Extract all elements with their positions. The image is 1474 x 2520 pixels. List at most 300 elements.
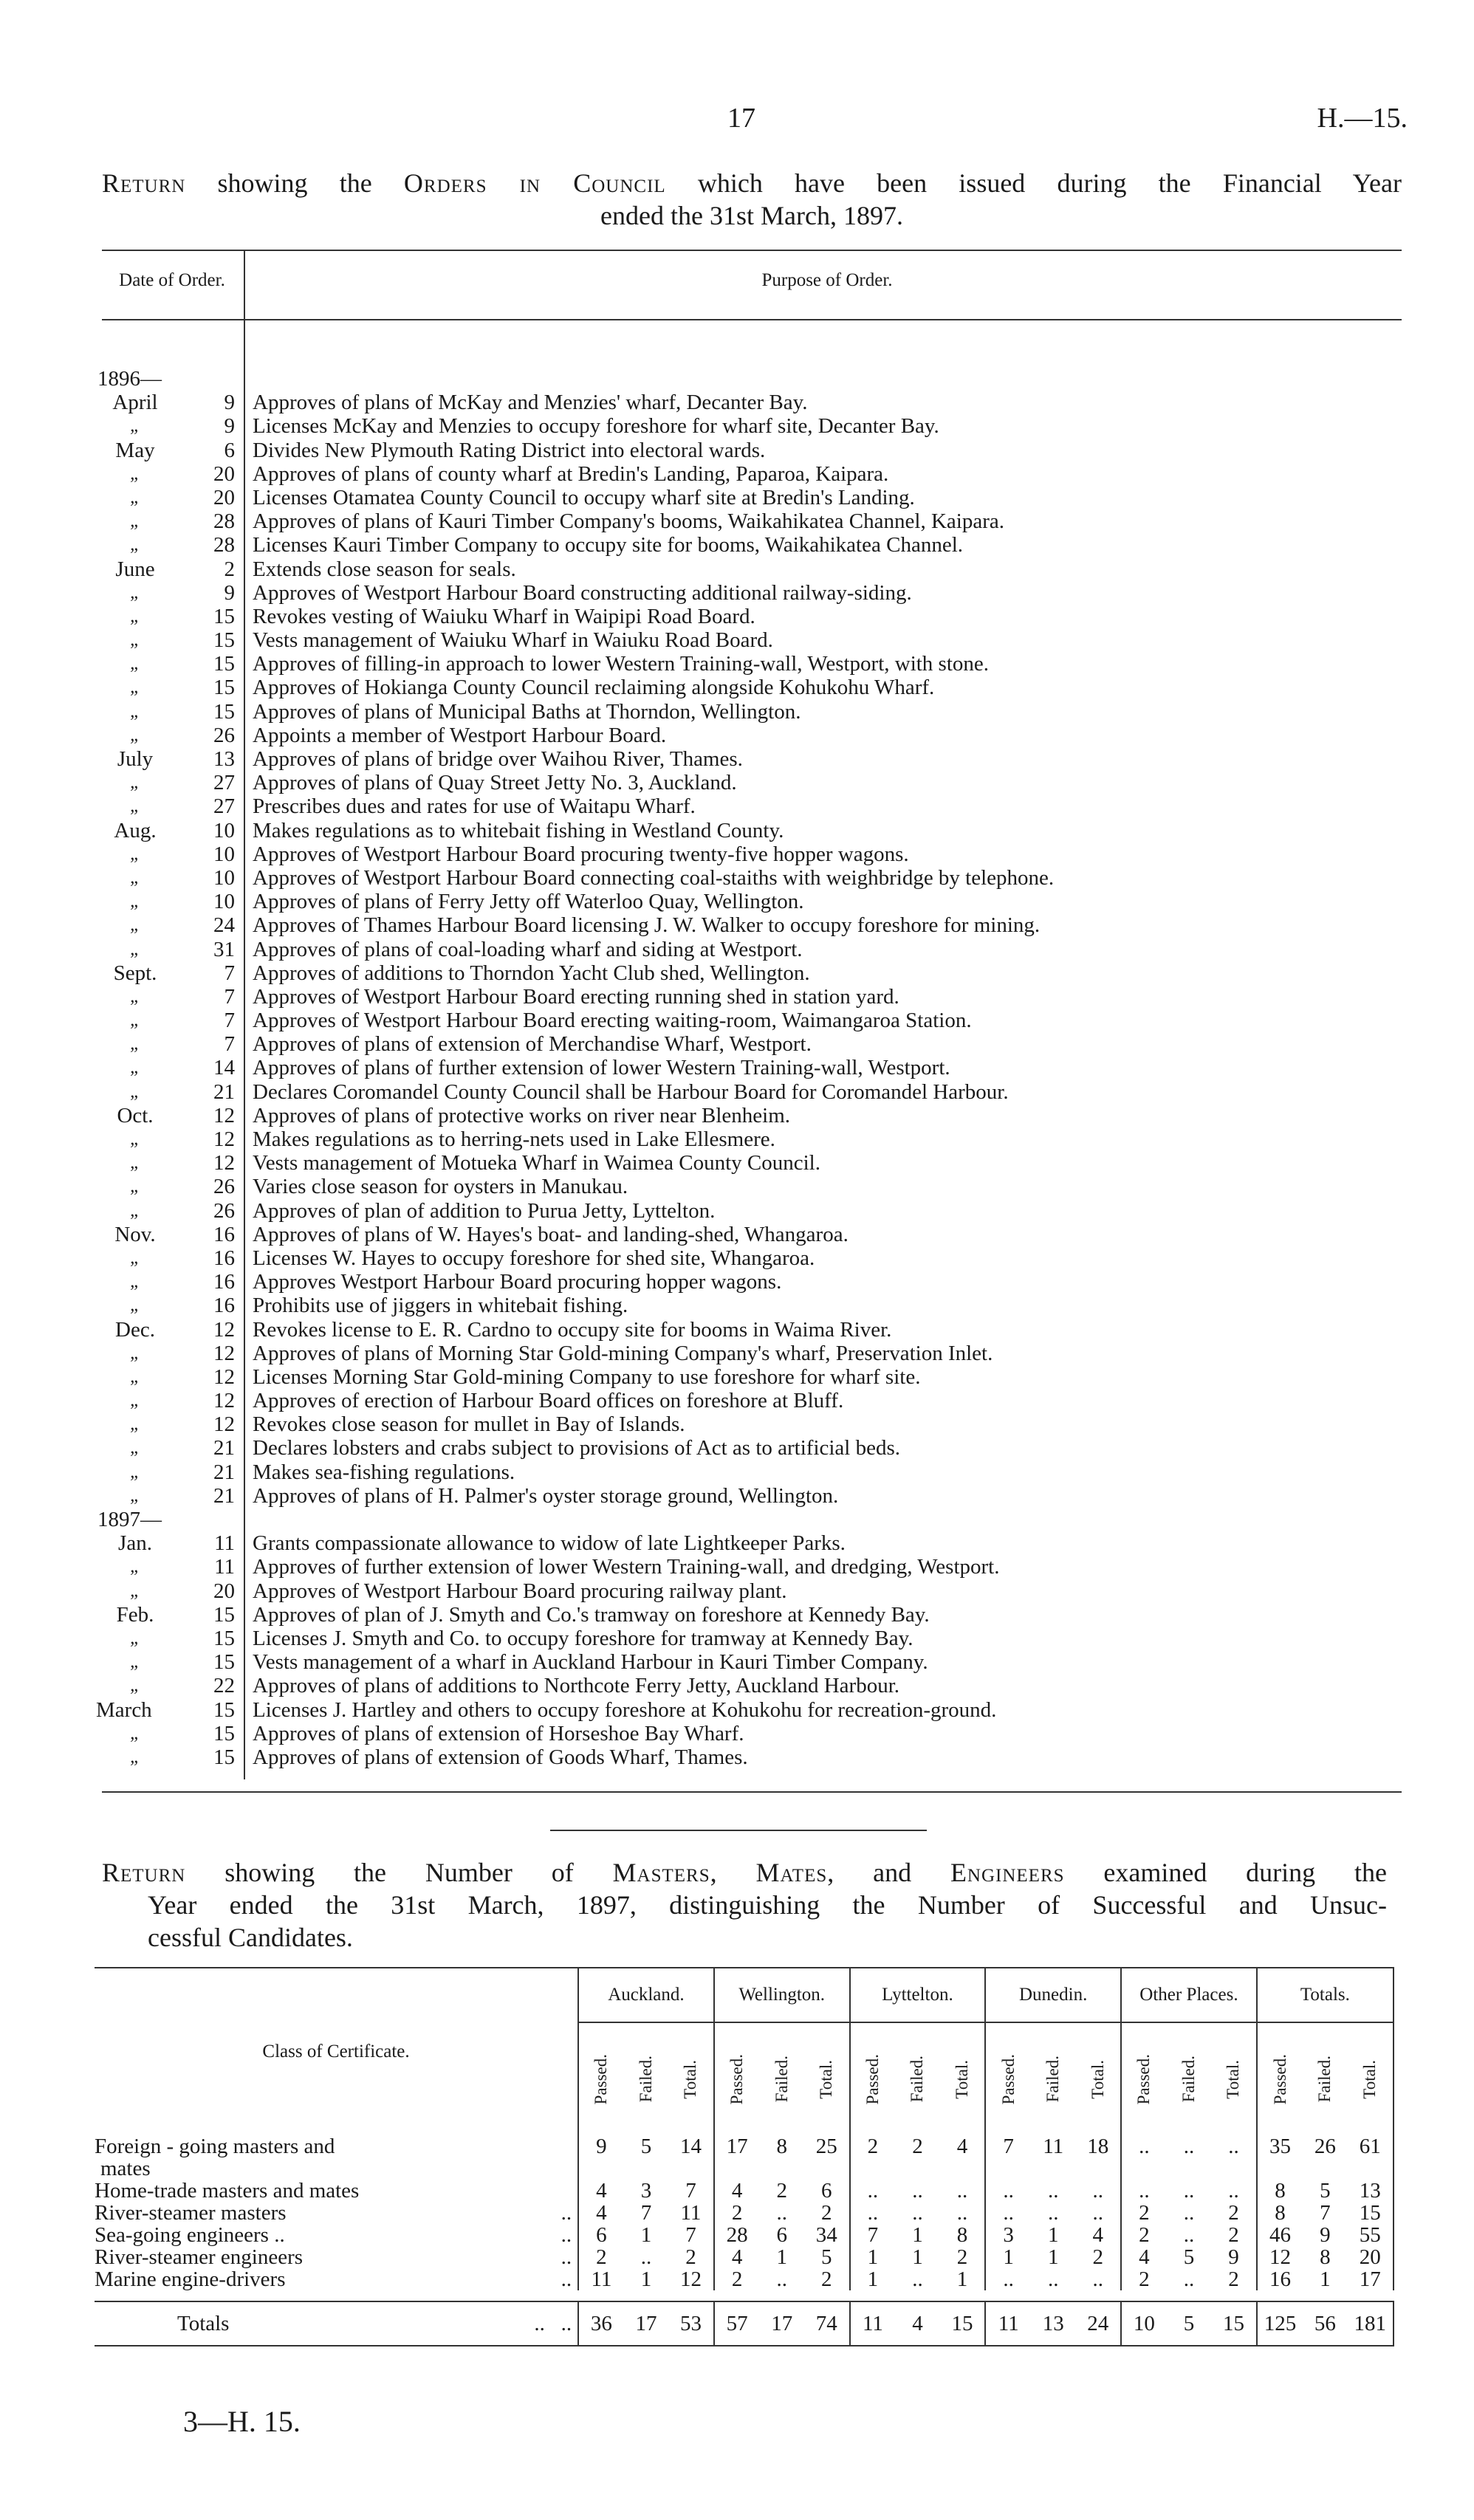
order-month: „ bbox=[130, 1176, 140, 1197]
order-purpose: Approves of plans of extension of Horseshoe Bay Wharf. bbox=[253, 1721, 744, 1745]
table-cell: .. bbox=[1183, 2135, 1195, 2158]
order-day: 28 bbox=[213, 533, 235, 557]
sub-header-label: Failed. bbox=[1179, 2056, 1198, 2103]
order-purpose: Revokes vesting of Waiuku Wharf in Waipipi Road Board. bbox=[253, 604, 755, 628]
order-day: 12 bbox=[213, 1341, 235, 1365]
table-row bbox=[95, 2180, 1394, 2202]
table-cell: .. bbox=[912, 2179, 923, 2203]
sub-header-label: Passed. bbox=[592, 2053, 611, 2105]
table-cell: 7 bbox=[1320, 2201, 1331, 2225]
order-month: „ bbox=[130, 1057, 140, 1078]
table-cell: 13 bbox=[1348, 2180, 1394, 2202]
order-month: Feb. bbox=[116, 1602, 154, 1627]
table-cell: 18 bbox=[1075, 2135, 1121, 2180]
order-month: „ bbox=[130, 986, 140, 1006]
table-cell: .. bbox=[1075, 2202, 1121, 2224]
table-cell: 1 bbox=[867, 2267, 879, 2291]
order-month: Jan. bbox=[118, 1531, 152, 1556]
table-cell: .. bbox=[1047, 2267, 1059, 2291]
sub-header-label: Failed. bbox=[1315, 2056, 1334, 2103]
leader-dots: .. bbox=[561, 2223, 572, 2247]
table-cell: 7 bbox=[640, 2201, 652, 2225]
leader-dots: .. bbox=[561, 2245, 572, 2269]
table-cell: .. bbox=[1003, 2201, 1014, 2225]
table-cell: 9 bbox=[1320, 2223, 1331, 2247]
table-cell: 8 bbox=[940, 2224, 986, 2246]
table-cell: 1 bbox=[1047, 2245, 1059, 2269]
order-month: „ bbox=[130, 915, 140, 935]
certificate-class-label-cont: mates bbox=[100, 2157, 151, 2180]
sub-header bbox=[850, 2022, 896, 2135]
order-row bbox=[0, 1175, 1474, 1198]
order-purpose: Prohibits use of jiggers in whitebait fishing. bbox=[253, 1294, 628, 1318]
order-row bbox=[0, 1698, 1474, 1722]
order-row bbox=[0, 1151, 1474, 1175]
table-cell: .. bbox=[1075, 2268, 1121, 2290]
order-day: 11 bbox=[214, 1555, 235, 1579]
place-header: Lyttelton. bbox=[850, 1968, 986, 2022]
order-purpose: Prescribes dues and rates for use of Waitapu Wharf. bbox=[253, 794, 696, 819]
order-day: 16 bbox=[213, 1270, 235, 1294]
total-cell: 13 bbox=[1031, 2301, 1075, 2346]
order-purpose: Approves of plans of bridge over Waihou River, Thames. bbox=[253, 747, 743, 771]
order-day: 21 bbox=[213, 1460, 235, 1484]
sub-header-label: Failed. bbox=[908, 2056, 927, 2103]
title-text: examined during the bbox=[1064, 1858, 1388, 1887]
order-month: „ bbox=[130, 796, 140, 817]
totals-label-cell bbox=[95, 2301, 578, 2346]
table-cell: 25 bbox=[804, 2135, 850, 2180]
order-purpose: Vests management of Motueka Wharf in Waimea County Council. bbox=[253, 1151, 820, 1175]
title-text: , and bbox=[827, 1858, 950, 1887]
total-cell: 181 bbox=[1348, 2301, 1394, 2346]
table-cell: 20 bbox=[1348, 2246, 1394, 2268]
order-day: 12 bbox=[213, 1364, 235, 1389]
sub-header-label: Passed. bbox=[863, 2053, 882, 2105]
table-row bbox=[95, 2224, 1394, 2246]
table-cell: 2 bbox=[867, 2135, 879, 2158]
table-cell: 6 bbox=[776, 2223, 787, 2247]
table-cell: 46 bbox=[1269, 2223, 1292, 2247]
order-month: „ bbox=[130, 1746, 140, 1767]
table-cell: 2 bbox=[1139, 2201, 1150, 2225]
order-day: 15 bbox=[213, 676, 235, 700]
order-month: „ bbox=[130, 416, 140, 436]
footer-code: 3—H. 15. bbox=[183, 2405, 301, 2438]
total-cell: 15 bbox=[940, 2301, 986, 2346]
order-month: „ bbox=[130, 1200, 140, 1220]
table-cell: .. bbox=[1003, 2267, 1014, 2291]
order-row bbox=[0, 557, 1474, 581]
order-row bbox=[0, 533, 1474, 557]
order-purpose: Approves of Westport Harbour Board procuring railway plant. bbox=[253, 1579, 787, 1603]
order-row bbox=[0, 1627, 1474, 1650]
table-cell: 55 bbox=[1348, 2224, 1394, 2246]
table-cell: 7 bbox=[1003, 2135, 1014, 2158]
order-purpose: Licenses J. Hartley and others to occupy foreshore at Kohukohu for recreation-ground. bbox=[253, 1697, 997, 1722]
rule bbox=[102, 319, 1402, 320]
orders-list bbox=[0, 367, 1474, 1769]
order-purpose: Declares lobsters and crabs subject to provisions of Act as to artificial beds. bbox=[253, 1436, 901, 1460]
order-day: 2 bbox=[224, 557, 235, 581]
order-purpose: Divides New Plymouth Rating District into electoral wards. bbox=[253, 438, 766, 462]
order-purpose: Licenses McKay and Menzies to occupy foreshore for wharf site, Decanter Bay. bbox=[253, 414, 939, 439]
order-day: 15 bbox=[213, 628, 235, 653]
table-cell: 11 bbox=[1043, 2135, 1064, 2158]
order-day: 24 bbox=[213, 913, 235, 938]
order-day: 12 bbox=[213, 1317, 235, 1342]
title-word: Return bbox=[102, 168, 186, 198]
place-header: Auckland. bbox=[578, 1968, 714, 2022]
order-month: „ bbox=[130, 1129, 140, 1149]
order-month: May bbox=[115, 438, 155, 462]
order-day: 20 bbox=[213, 485, 235, 509]
order-row bbox=[0, 676, 1474, 699]
order-day: 15 bbox=[213, 1721, 235, 1745]
order-month: „ bbox=[130, 1081, 140, 1102]
order-month: „ bbox=[130, 1366, 140, 1387]
table-cell: .. bbox=[1183, 2223, 1195, 2247]
order-purpose: Makes regulations as to herring-nets used in Lake Ellesmere. bbox=[253, 1127, 775, 1151]
order-purpose: Licenses Kauri Timber Company to occupy site for booms, Waikahikatea Channel. bbox=[253, 533, 963, 557]
order-day: 12 bbox=[213, 1103, 235, 1127]
table-cell: 6 bbox=[804, 2180, 850, 2202]
order-purpose: Appoints a member of Westport Harbour Board. bbox=[253, 723, 667, 747]
order-month: „ bbox=[130, 843, 140, 864]
table-cell: .. bbox=[940, 2202, 986, 2224]
leader-dots: .. .. bbox=[534, 2311, 572, 2335]
table-cell: 26 bbox=[1314, 2135, 1336, 2158]
order-day: 9 bbox=[224, 391, 235, 415]
table-cell: 14 bbox=[668, 2135, 714, 2180]
order-row bbox=[0, 1009, 1474, 1032]
order-row bbox=[0, 1080, 1474, 1104]
table-cell: 12 bbox=[1269, 2245, 1292, 2269]
table-cell: 5 bbox=[804, 2246, 850, 2268]
spacer-cell bbox=[95, 2290, 1394, 2301]
order-purpose: Approves of plans of Morning Star Gold-mining Company's wharf, Preservation Inlet. bbox=[253, 1341, 993, 1365]
order-month: Sept. bbox=[113, 961, 157, 985]
sub-header-label: Total. bbox=[1360, 2059, 1379, 2099]
return1-title-line1 bbox=[102, 167, 1402, 199]
order-day: 12 bbox=[213, 1151, 235, 1175]
total-cell: 56 bbox=[1303, 2301, 1347, 2346]
order-day: 21 bbox=[213, 1436, 235, 1460]
table-cell: .. bbox=[1211, 2135, 1257, 2180]
table-cell: 2 bbox=[1211, 2224, 1257, 2246]
order-month: „ bbox=[130, 867, 140, 888]
leader-dots: .. bbox=[561, 2267, 572, 2291]
order-month: „ bbox=[130, 1247, 140, 1268]
order-month: „ bbox=[130, 630, 140, 650]
order-purpose: Revokes close season for mullet in Bay of Islands. bbox=[253, 1412, 685, 1437]
order-month: „ bbox=[130, 1485, 140, 1506]
order-day: 12 bbox=[213, 1412, 235, 1437]
table-header-row bbox=[95, 1968, 1394, 2022]
order-day: 14 bbox=[213, 1056, 235, 1080]
order-row bbox=[0, 1436, 1474, 1460]
order-month: March bbox=[96, 1697, 152, 1722]
certificate-class-label: Home-trade masters and mates bbox=[95, 2179, 360, 2203]
table-cell: .. bbox=[776, 2267, 787, 2291]
class-of-certificate-header: Class of Certificate. bbox=[95, 1968, 578, 2135]
order-day: 21 bbox=[213, 1079, 235, 1104]
table-cell: 7 bbox=[668, 2224, 714, 2246]
table-cell: 2 bbox=[596, 2245, 607, 2269]
table-cell: 1 bbox=[940, 2268, 986, 2290]
table-cell: 2 bbox=[1211, 2202, 1257, 2224]
order-row bbox=[0, 1318, 1474, 1342]
table-cell: 6 bbox=[596, 2223, 607, 2247]
sub-header-label: Passed. bbox=[1270, 2053, 1289, 2105]
title-word: Engineers bbox=[950, 1858, 1065, 1887]
order-day: 13 bbox=[213, 747, 235, 771]
certificate-class-label: Marine engine-drivers bbox=[95, 2267, 286, 2291]
order-month: April bbox=[112, 391, 158, 415]
order-row bbox=[0, 771, 1474, 794]
place-header: Dunedin. bbox=[985, 1968, 1121, 2022]
sub-header-label: Total. bbox=[1224, 2059, 1243, 2099]
return2-title-line3: cessful Candidates. bbox=[148, 1923, 353, 1952]
order-month: „ bbox=[130, 1034, 140, 1054]
title-word: Orders in Council bbox=[403, 168, 666, 198]
order-purpose: Approves of filling-in approach to lower Western Training-wall, Westport, with stone. bbox=[253, 652, 990, 676]
title-word: Return bbox=[102, 1858, 186, 1887]
table-cell: 28 bbox=[726, 2223, 748, 2247]
order-row bbox=[0, 1674, 1474, 1697]
order-day: 7 bbox=[224, 1009, 235, 1033]
table-cell: 17 bbox=[726, 2135, 748, 2158]
order-purpose: Vests management of Waiuku Wharf in Waiuku Road Board. bbox=[253, 628, 773, 653]
order-month: July bbox=[117, 747, 154, 771]
order-purpose: Approves of plans of Kauri Timber Company's booms, Waikahikatea Channel, Kaipara. bbox=[253, 509, 1004, 534]
spacer-row bbox=[95, 2290, 1394, 2301]
order-purpose: Varies close season for oysters in Manukau. bbox=[253, 1175, 628, 1199]
order-row bbox=[0, 1531, 1474, 1555]
order-purpose: Approves of plans of protective works on river near Blenheim. bbox=[253, 1103, 791, 1127]
page-number: 17 bbox=[727, 103, 755, 134]
order-day: 26 bbox=[213, 723, 235, 747]
place-header: Wellington. bbox=[714, 1968, 850, 2022]
sub-header bbox=[714, 2022, 760, 2135]
order-day: 15 bbox=[213, 1602, 235, 1627]
rule bbox=[102, 250, 1402, 251]
order-purpose: Declares Coromandel County Council shall be Harbour Board for Coromandel Harbour. bbox=[253, 1079, 1009, 1104]
order-row bbox=[0, 1223, 1474, 1246]
order-row bbox=[0, 1579, 1474, 1603]
order-day: 9 bbox=[224, 414, 235, 439]
title-word: Mates bbox=[755, 1858, 828, 1887]
totals-label: Totals bbox=[177, 2311, 230, 2335]
table-cell: .. bbox=[912, 2201, 923, 2225]
order-month: „ bbox=[130, 1675, 140, 1696]
order-day: 7 bbox=[224, 961, 235, 985]
sub-header bbox=[1303, 2022, 1347, 2135]
order-purpose: Approves of plans of Quay Street Jetty No. 3, Auckland. bbox=[253, 771, 737, 795]
table-cell: 1 bbox=[776, 2245, 787, 2269]
order-row bbox=[0, 913, 1474, 937]
table-cell: 1 bbox=[867, 2245, 879, 2269]
table-cell: 2 bbox=[776, 2179, 787, 2203]
table-cell: 3 bbox=[640, 2179, 652, 2203]
order-row bbox=[0, 628, 1474, 652]
sub-header-label: Total. bbox=[952, 2059, 971, 2099]
table-cell: .. bbox=[867, 2179, 879, 2203]
order-row bbox=[0, 462, 1474, 486]
table-cell: .. bbox=[1211, 2180, 1257, 2202]
order-day: 7 bbox=[224, 1032, 235, 1057]
order-purpose: Makes sea-fishing regulations. bbox=[253, 1460, 515, 1484]
order-purpose: Approves of additions to Thorndon Yacht Club shed, Wellington. bbox=[253, 961, 810, 985]
order-row bbox=[0, 1342, 1474, 1365]
table-cell: 17 bbox=[1348, 2268, 1394, 2290]
order-month: „ bbox=[130, 1652, 140, 1672]
table-cell: .. bbox=[1047, 2179, 1059, 2203]
table-cell: 4 bbox=[731, 2179, 743, 2203]
table-cell: 4 bbox=[596, 2179, 607, 2203]
order-purpose: Approves of Thames Harbour Board licensing J. W. Walker to occupy foreshore for mining. bbox=[253, 913, 1041, 938]
order-day: 20 bbox=[213, 1579, 235, 1603]
order-row bbox=[0, 509, 1474, 533]
total-cell: 5 bbox=[1167, 2301, 1211, 2346]
sub-header bbox=[1167, 2022, 1211, 2135]
certificate-class bbox=[95, 2268, 578, 2290]
order-month: „ bbox=[130, 724, 140, 745]
order-row bbox=[0, 794, 1474, 818]
order-purpose: Approves of erection of Harbour Board offices on foreshore at Bluff. bbox=[253, 1389, 844, 1413]
order-day: 10 bbox=[213, 818, 235, 842]
order-month: „ bbox=[130, 1461, 140, 1482]
order-day: 10 bbox=[213, 865, 235, 890]
return2-title-line1 bbox=[102, 1856, 1387, 1889]
table-cell: .. bbox=[1047, 2201, 1059, 2225]
total-cell: 53 bbox=[668, 2301, 714, 2346]
order-day: 11 bbox=[214, 1531, 235, 1556]
sub-header bbox=[668, 2022, 714, 2135]
order-row bbox=[0, 1389, 1474, 1412]
order-purpose: Approves of Westport Harbour Board erecting waiting-room, Waimangaroa Station. bbox=[253, 1009, 972, 1033]
order-day: 31 bbox=[213, 937, 235, 961]
table-cell: 2 bbox=[912, 2135, 923, 2158]
order-row bbox=[0, 486, 1474, 509]
table-cell: 5 bbox=[640, 2135, 652, 2158]
order-month: „ bbox=[130, 1414, 140, 1435]
totals-row bbox=[95, 2301, 1394, 2346]
place-header: Totals. bbox=[1257, 1968, 1394, 2022]
order-row bbox=[0, 842, 1474, 866]
order-row bbox=[0, 1650, 1474, 1674]
total-cell: 57 bbox=[714, 2301, 760, 2346]
order-row bbox=[0, 1199, 1474, 1223]
order-purpose: Approves of Westport Harbour Board procuring twenty-five hopper wagons. bbox=[253, 842, 909, 866]
total-cell: 17 bbox=[760, 2301, 804, 2346]
order-day: 20 bbox=[213, 461, 235, 486]
order-purpose: Approves of plans of McKay and Menzies' wharf, Decanter Bay. bbox=[253, 391, 808, 415]
order-month: „ bbox=[130, 1556, 140, 1577]
order-purpose: Approves of Hokianga County Council reclaiming alongside Kohukohu Wharf. bbox=[253, 676, 935, 700]
table-cell: 7 bbox=[867, 2223, 879, 2247]
order-month: Dec. bbox=[115, 1317, 155, 1342]
title-text: showing the bbox=[185, 168, 404, 198]
table-cell: 2 bbox=[804, 2202, 850, 2224]
order-row bbox=[0, 1104, 1474, 1127]
certificate-class bbox=[95, 2246, 578, 2268]
order-purpose: Approves of plans of H. Palmer's oyster storage ground, Wellington. bbox=[253, 1483, 839, 1508]
order-purpose: Approves of plans of Municipal Baths at Thorndon, Wellington. bbox=[253, 699, 801, 724]
table-cell: 35 bbox=[1269, 2135, 1292, 2158]
order-row bbox=[0, 581, 1474, 605]
order-day: 26 bbox=[213, 1175, 235, 1199]
order-row bbox=[0, 961, 1474, 985]
table-cell: 9 bbox=[1211, 2246, 1257, 2268]
certificate-class bbox=[95, 2135, 578, 2180]
certificate-class bbox=[95, 2202, 578, 2224]
certificate-class bbox=[95, 2180, 578, 2202]
order-row bbox=[0, 985, 1474, 1009]
order-day: 15 bbox=[213, 1626, 235, 1650]
leader-dots: .. bbox=[561, 2201, 572, 2225]
table-cell: 2 bbox=[731, 2201, 743, 2225]
order-day: 16 bbox=[213, 1222, 235, 1246]
total-cell: 4 bbox=[895, 2301, 939, 2346]
table-cell: 1 bbox=[1047, 2223, 1059, 2247]
order-day: 15 bbox=[213, 1745, 235, 1769]
order-row bbox=[0, 1246, 1474, 1270]
order-row bbox=[0, 1460, 1474, 1484]
order-purpose: Approves of plans of further extension of lower Western Training-wall, Westport. bbox=[253, 1056, 950, 1080]
order-month: „ bbox=[130, 1580, 140, 1601]
sub-header-label: Total. bbox=[1088, 2059, 1107, 2099]
table-cell: 2 bbox=[668, 2246, 714, 2268]
order-purpose: Licenses Morning Star Gold-mining Company to use foreshore for wharf site. bbox=[253, 1364, 921, 1389]
table-row bbox=[95, 2246, 1394, 2268]
order-row bbox=[0, 819, 1474, 842]
table-row bbox=[95, 2135, 1394, 2180]
table-cell: 61 bbox=[1348, 2135, 1394, 2180]
table-cell: 12 bbox=[668, 2268, 714, 2290]
table-cell: 1 bbox=[640, 2223, 652, 2247]
order-month: „ bbox=[130, 487, 140, 507]
title-text: which have been issued during the Financial Year bbox=[665, 168, 1402, 198]
table-cell: .. bbox=[1139, 2135, 1150, 2158]
table-cell: 2 bbox=[1139, 2223, 1150, 2247]
year-row bbox=[0, 367, 1474, 391]
table-cell: 9 bbox=[596, 2135, 607, 2158]
order-day: 15 bbox=[213, 652, 235, 676]
order-day: 26 bbox=[213, 1198, 235, 1223]
year-label: 1896— bbox=[97, 367, 162, 391]
order-purpose: Extends close season for seals. bbox=[253, 557, 516, 581]
table-cell: .. bbox=[867, 2201, 879, 2225]
order-month: „ bbox=[130, 463, 140, 484]
total-cell: 74 bbox=[804, 2301, 850, 2346]
total-cell: 10 bbox=[1121, 2301, 1167, 2346]
table-cell: 4 bbox=[596, 2201, 607, 2225]
table-cell: 7 bbox=[668, 2180, 714, 2202]
sub-header-label: Failed. bbox=[1043, 2056, 1063, 2103]
order-row bbox=[0, 1603, 1474, 1627]
order-purpose: Revokes license to E. R. Cardno to occupy site for booms in Waima River. bbox=[253, 1317, 892, 1342]
order-day: 16 bbox=[213, 1246, 235, 1270]
table-cell: 2 bbox=[804, 2268, 850, 2290]
table-cell: 2 bbox=[731, 2267, 743, 2291]
order-row bbox=[0, 605, 1474, 628]
total-cell: 11 bbox=[850, 2301, 896, 2346]
order-row bbox=[0, 890, 1474, 913]
sub-header bbox=[1348, 2022, 1394, 2135]
table-cell: 1 bbox=[1320, 2267, 1331, 2291]
table-cell: 1 bbox=[912, 2245, 923, 2269]
